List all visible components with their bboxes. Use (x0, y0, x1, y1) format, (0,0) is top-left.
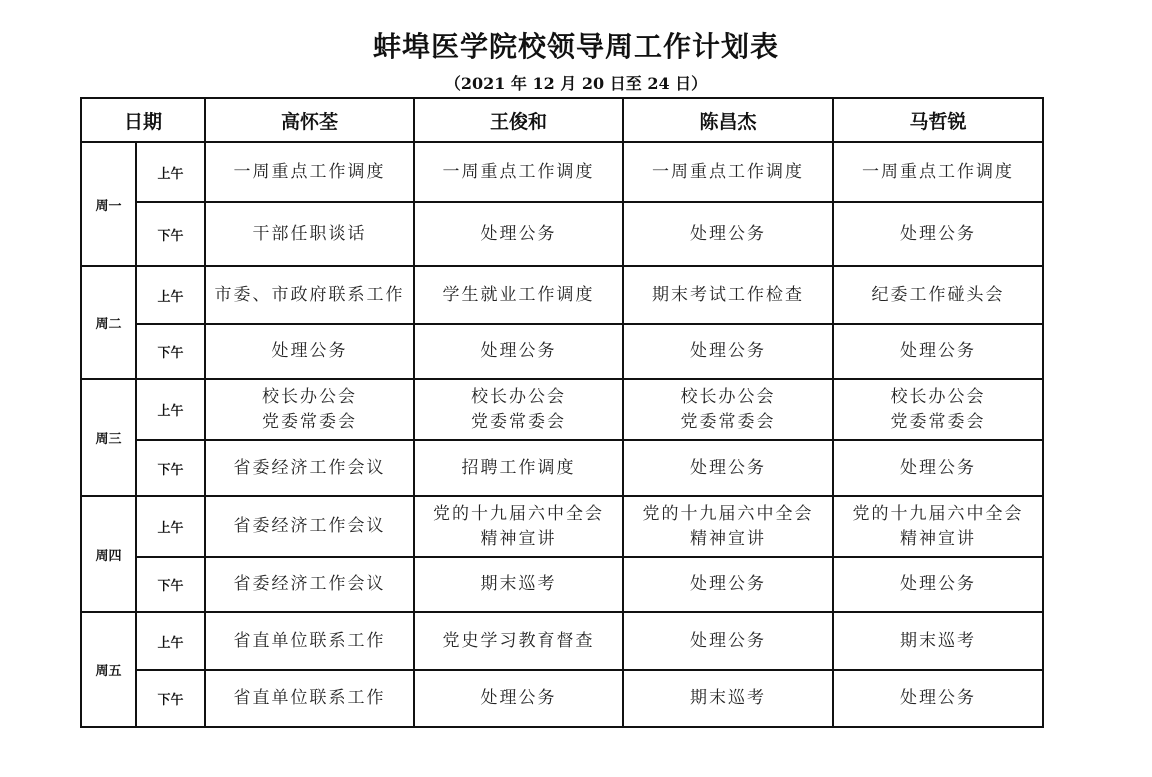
schedule-cell-text: 省直单位联系工作 (233, 688, 386, 708)
schedule-cell-text: 省委经济工作会议 (233, 516, 386, 536)
schedule-cell (414, 670, 623, 727)
morning-label: 上午 (136, 496, 205, 557)
schedule-cell-text: 处理公务 (900, 574, 977, 594)
table-row (81, 324, 1043, 379)
schedule-cell (623, 266, 833, 324)
schedule-cell-text: 党史学习教育督查 (442, 630, 595, 651)
schedule-cell (833, 379, 1043, 440)
schedule-cell (205, 557, 414, 612)
schedule-cell-text: 省委经济工作会议 (233, 457, 386, 478)
schedule-cell-text: 期末巡考 (900, 630, 977, 651)
schedule-cell-text: 处理公务 (900, 457, 977, 478)
schedule-cell (833, 612, 1043, 670)
schedule-cell (833, 440, 1043, 496)
schedule-cell-text: 纪委工作碰头会 (871, 284, 1005, 305)
schedule-cell (833, 266, 1043, 324)
schedule-cell-text: 期末巡考 (690, 688, 767, 708)
schedule-cell-text: 期末考试工作检查 (652, 284, 805, 305)
schedule-cell-text: 一周重点工作调度 (652, 161, 805, 182)
schedule-cell-text: 党委常委会 (890, 411, 986, 432)
schedule-cell-text: 处理公务 (900, 688, 977, 708)
schedule-cell (414, 202, 623, 266)
schedule-cell-text: 党委常委会 (471, 411, 567, 432)
schedule-cell-text: 党的十九届六中全会 (852, 503, 1024, 524)
leader-header: 陈昌杰 (623, 98, 833, 142)
schedule-cell (623, 324, 833, 379)
schedule-cell (414, 440, 623, 496)
schedule-cell (414, 612, 623, 670)
schedule-cell-text: 省直单位联系工作 (233, 630, 386, 651)
schedule-cell-text: 校长办公会 (680, 386, 776, 407)
table-row (81, 670, 1043, 727)
schedule-cell-text: 精神宣讲 (480, 528, 557, 549)
date-range-subtitle: （2021 年 12 月 20 日至 24 日） (444, 74, 708, 93)
schedule-cell (623, 612, 833, 670)
schedule-cell-text: 处理公务 (900, 341, 977, 361)
schedule-cell (205, 496, 414, 557)
schedule-cell (833, 324, 1043, 379)
schedule-cell (623, 379, 833, 440)
schedule-cell (833, 496, 1043, 557)
schedule-cell-text: 校长办公会 (471, 386, 567, 407)
schedule-cell-text: 处理公务 (690, 341, 767, 361)
schedule-cell (623, 440, 833, 496)
schedule-cell-text: 处理公务 (480, 223, 557, 244)
morning-label: 上午 (136, 379, 205, 440)
page-title: 蚌埠医学院校领导周工作计划表 (372, 30, 779, 63)
morning-label: 上午 (136, 142, 205, 202)
leader-header: 王俊和 (414, 98, 623, 142)
schedule-cell-text: 招聘工作调度 (461, 457, 576, 478)
schedule-cell (205, 670, 414, 727)
afternoon-label: 下午 (136, 440, 205, 496)
schedule-cell (205, 440, 414, 496)
morning-label: 上午 (136, 266, 205, 324)
schedule-body (81, 142, 1043, 727)
morning-label: 上午 (136, 612, 205, 670)
table-row (81, 202, 1043, 266)
schedule-cell (623, 557, 833, 612)
table-row (81, 496, 1043, 557)
afternoon-label: 下午 (136, 202, 205, 266)
schedule-cell (833, 202, 1043, 266)
schedule-cell (205, 324, 414, 379)
schedule-cell-text: 一周重点工作调度 (442, 161, 595, 182)
schedule-cell (414, 557, 623, 612)
schedule-cell-text: 精神宣讲 (900, 528, 977, 549)
schedule-cell-text: 处理公务 (480, 688, 557, 708)
afternoon-label: 下午 (136, 670, 205, 727)
schedule-cell-text: 省委经济工作会议 (233, 574, 386, 594)
schedule-cell (205, 379, 414, 440)
schedule-cell (833, 557, 1043, 612)
date-header: 日期 (81, 98, 205, 142)
schedule-cell-text: 校长办公会 (890, 386, 986, 407)
schedule-cell (833, 142, 1043, 202)
schedule-cell (623, 142, 833, 202)
schedule-cell (623, 202, 833, 266)
schedule-cell-text: 处理公务 (480, 341, 557, 361)
schedule-cell-text: 处理公务 (690, 223, 767, 244)
schedule-cell-text: 处理公务 (690, 630, 767, 651)
schedule-cell (205, 202, 414, 266)
leader-header: 高怀荃 (205, 98, 414, 142)
schedule-cell (414, 496, 623, 557)
schedule-cell-text: 一周重点工作调度 (862, 161, 1015, 182)
table-row (81, 379, 1043, 440)
schedule-cell (414, 266, 623, 324)
schedule-cell-text: 处理公务 (690, 574, 767, 594)
schedule-cell (414, 324, 623, 379)
schedule-cell-text: 处理公务 (271, 341, 348, 361)
table-row (81, 266, 1043, 324)
schedule-cell-text: 党的十九届六中全会 (433, 503, 605, 524)
table-row (81, 612, 1043, 670)
schedule-cell-text: 处理公务 (690, 457, 767, 478)
schedule-cell-text: 干部任职谈话 (252, 223, 367, 244)
schedule-table (80, 97, 1044, 728)
schedule-cell (833, 670, 1043, 727)
schedule-cell-text: 党的十九届六中全会 (642, 503, 814, 524)
schedule-cell (205, 142, 414, 202)
schedule-cell-text: 精神宣讲 (690, 528, 767, 549)
schedule-cell-text: 处理公务 (900, 223, 977, 244)
schedule-cell (414, 142, 623, 202)
weekday-label: 周二 (81, 266, 136, 379)
weekday-label: 周三 (81, 379, 136, 496)
schedule-cell-text: 党委常委会 (262, 411, 358, 432)
header-row (81, 98, 1043, 142)
table-row (81, 440, 1043, 496)
schedule-cell-text: 期末巡考 (480, 574, 557, 594)
table-row (81, 142, 1043, 202)
schedule-cell-text: 一周重点工作调度 (233, 161, 386, 182)
leader-header: 马哲锐 (833, 98, 1043, 142)
weekday-label: 周五 (81, 612, 136, 727)
schedule-cell (414, 379, 623, 440)
weekday-label: 周四 (81, 496, 136, 612)
schedule-cell-text: 学生就业工作调度 (442, 284, 595, 305)
schedule-cell-text: 党委常委会 (680, 411, 776, 432)
weekday-label: 周一 (81, 142, 136, 266)
table-row (81, 557, 1043, 612)
schedule-cell (205, 266, 414, 324)
afternoon-label: 下午 (136, 324, 205, 379)
schedule-cell (623, 496, 833, 557)
schedule-cell (205, 612, 414, 670)
schedule-cell (623, 670, 833, 727)
afternoon-label: 下午 (136, 557, 205, 612)
schedule-cell-text: 校长办公会 (262, 386, 358, 407)
schedule-cell-text: 市委、市政府联系工作 (214, 284, 405, 305)
